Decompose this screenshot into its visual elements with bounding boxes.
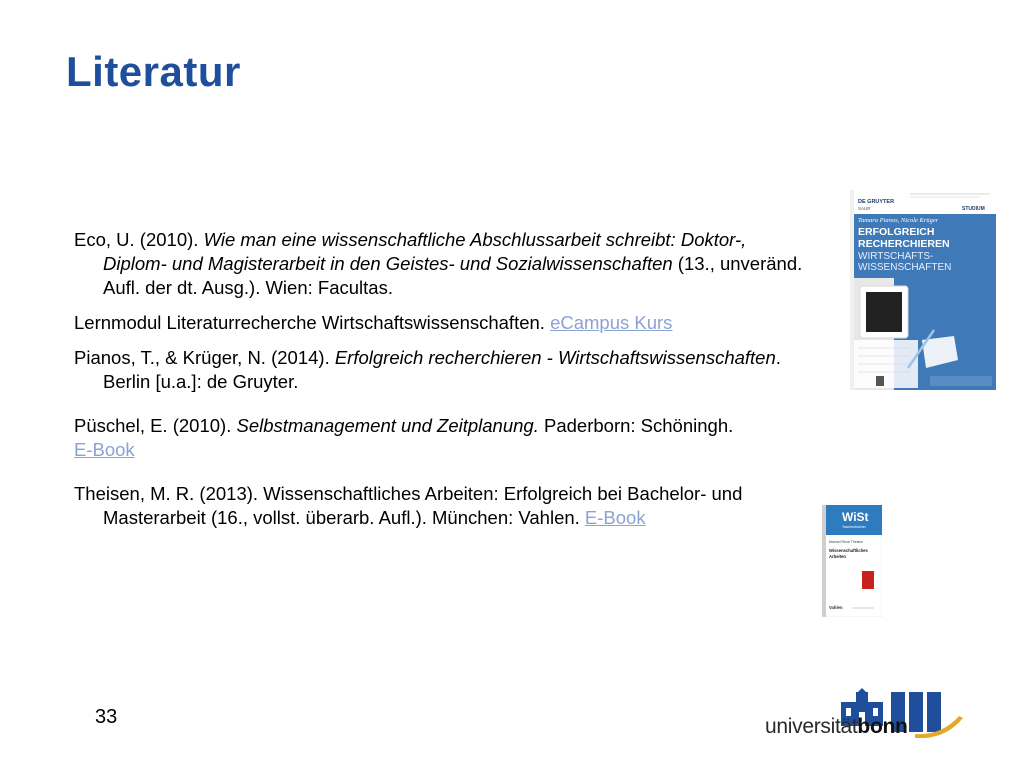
logo-word-bold: bonn: [857, 715, 908, 738]
cover-authors: Tamara Pianos, Nicole Krüger: [858, 217, 939, 224]
bonn-wordmark: [765, 715, 908, 739]
ref-pianos-title: Erfolgreich recherchieren - Wirtschaftswissenschaften: [334, 347, 776, 368]
vahlen-series-sub: Taschenbücher: [842, 525, 866, 529]
reference-list: [74, 228, 804, 530]
reference-theisen: [74, 482, 804, 530]
ref-eco-title: Wie man eine wissenschaftliche Abschlussarbeit schreibt: Doktor-, Diplom- und Magisterarbeit in den Geistes- und Sozialwissenschaften: [103, 229, 747, 274]
book-cover-wissenschaftliches-arbeiten: [822, 505, 882, 617]
cover-publisher-sub: SAUR: [858, 206, 871, 211]
reference-eco: [74, 228, 804, 300]
university-bonn-logo: [765, 688, 965, 748]
pueschel-ebook-link[interactable]: E-Book: [74, 439, 135, 460]
theisen-ebook-link[interactable]: E-Book: [584, 507, 646, 528]
logo-word-light: universität: [765, 715, 858, 738]
cover-title-line3: WIRTSCHAFTS-: [858, 251, 934, 262]
vahlen-publisher: Vahlen: [829, 605, 843, 610]
ref-theisen-text: Theisen, M. R. (2013). Wissenschaftliches Arbeiten: Erfolgreich bei Bachelor- und Masterarbeit (16., vollst. überarb. Aufl.). München: Vahlen.: [74, 483, 743, 528]
vahlen-title-line2: Arbeiten: [829, 554, 846, 559]
ref-pianos-authors: Pianos, T., & Krüger, N. (2014).: [74, 347, 335, 368]
reference-lernmodul: [74, 311, 804, 335]
reference-pueschel: [74, 414, 804, 462]
cover-title-line1: ERFOLGREICH: [858, 226, 935, 238]
ref-pianos-details: . Berlin [u.a.]: de Gruyter.: [103, 347, 781, 392]
cover-publisher: DE GRUYTER: [858, 199, 895, 205]
cover-title-line4: WISSENSCHAFTEN: [858, 262, 952, 273]
slide-number: 33: [95, 706, 118, 728]
book-cover-erfolgreich-recherchieren: [850, 190, 996, 390]
ref-pueschel-title: Selbstmanagement und Zeitplanung.: [236, 415, 539, 436]
reference-pianos: [74, 346, 804, 394]
vahlen-series: WiSt: [842, 510, 869, 524]
vahlen-author: Manuel René Theisen: [829, 540, 864, 544]
slide-title: Literatur: [66, 48, 241, 95]
ref-lernmodul-text: Lernmodul Literaturrecherche Wirtschaftswissenschaften.: [74, 312, 551, 333]
ref-pueschel-details: Paderborn: Schöningh.: [538, 415, 734, 436]
ref-eco-authors: Eco, U. (2010).: [74, 229, 204, 250]
cover-title-line2: RECHERCHIEREN: [858, 238, 950, 250]
ecampus-link[interactable]: eCampus Kurs: [550, 312, 673, 333]
ref-pueschel-authors: Püschel, E. (2010).: [74, 415, 237, 436]
vahlen-title-line1: Wissenschaftliches: [829, 548, 868, 553]
cover-series: STUDIUM: [962, 206, 985, 212]
ref-eco-details: (13., unveränd. Aufl. der dt. Ausg.). Wien: Facultas.: [103, 253, 803, 298]
